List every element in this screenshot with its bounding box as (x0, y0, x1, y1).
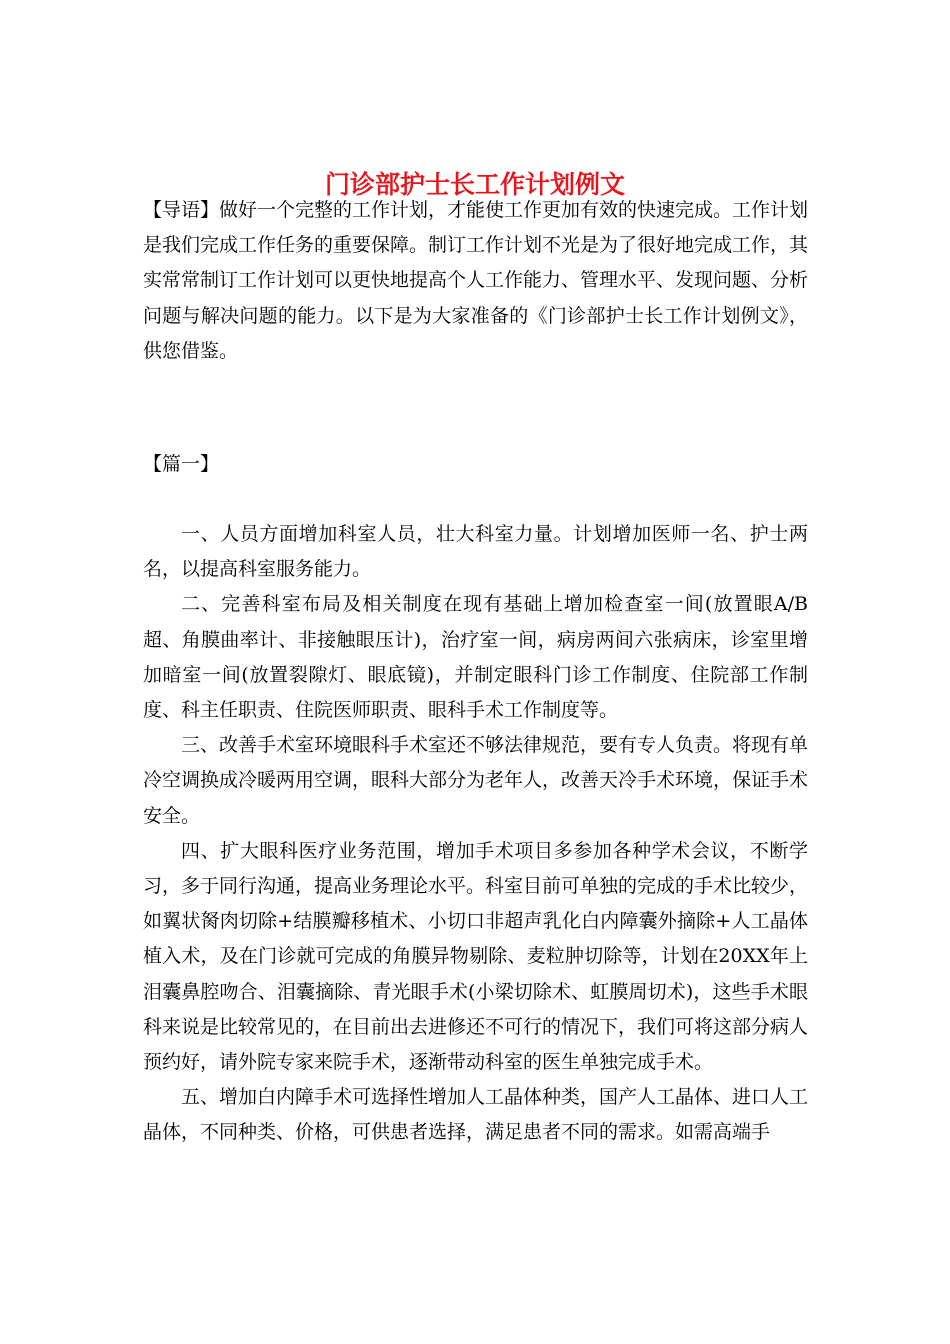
section-heading: 【篇一】 (143, 453, 220, 475)
intro-paragraph: 【导语】做好一个完整的工作计划，才能使工作更加有效的快速完成。工作计划是我们完成工作任务的重要保障。制订工作计划不光是为了很好地完成工作，其实常常制订工作计划可以更快地提高个人工作能力、管理水平、发现问题、分析问题与解决问题的能力。以下是为大家准备的《门诊部护士长工作计划例文》，供您借鉴。 (143, 199, 809, 362)
content-body (143, 517, 808, 1151)
paragraph-4: 四、扩大眼科医疗业务范围，增加手术项目多参加各种学术会议，不断学习，多于同行沟通，提高业务理论水平。科室目前可单独的完成的手术比较少，如翼状胬肉切除+结膜瓣移植术、小切口非超声乳化白内障囊外摘除+人工晶体植入术，及在门诊就可完成的角膜异物剔除、麦粒肿切除等，计划在20XX年上泪囊鼻腔吻合、泪囊摘除、青光眼手术(小梁切除术、虹膜周切术)，这些手术眼科来说是比较常见的，在目前出去进修还不可行的情况下，我们可将这部分病人预约好，请外院专家来院手术，逐渐带动科室的医生单独完成手术。 (143, 839, 809, 1074)
document-title: 门诊部护士长工作计划例文 (324, 169, 625, 199)
paragraph-2: 二、完善科室布局及相关制度在现有基础上增加检查室一间(放置眼A/B超、角膜曲率计、非接触眼压计)，治疗室一间，病房两间六张病床，诊室里增加暗室一间(放置裂隙灯、眼底镜)，并制定眼科门诊工作制度、住院部工作制度、科主任职责、住院医师职责、眼科手术工作制度等。 (143, 593, 808, 722)
paragraph-3: 三、改善手术室环境眼科手术室还不够法律规范，要有专人负责。将现有单冷空调换成冷暖两用空调，眼科大部分为老年人，改善天冷手术环境，保证手术安全。 (143, 734, 809, 827)
paragraph-5: 五、增加白内障手术可选择性增加人工晶体种类，国产人工晶体、进口人工晶体，不同种类、价格，可供患者选择，满足患者不同的需求。如需高端手 (143, 1086, 809, 1144)
paragraph-1: 一、人员方面增加科室人员，壮大科室力量。计划增加医师一名、护士两名，以提高科室服务能力。 (143, 523, 808, 581)
